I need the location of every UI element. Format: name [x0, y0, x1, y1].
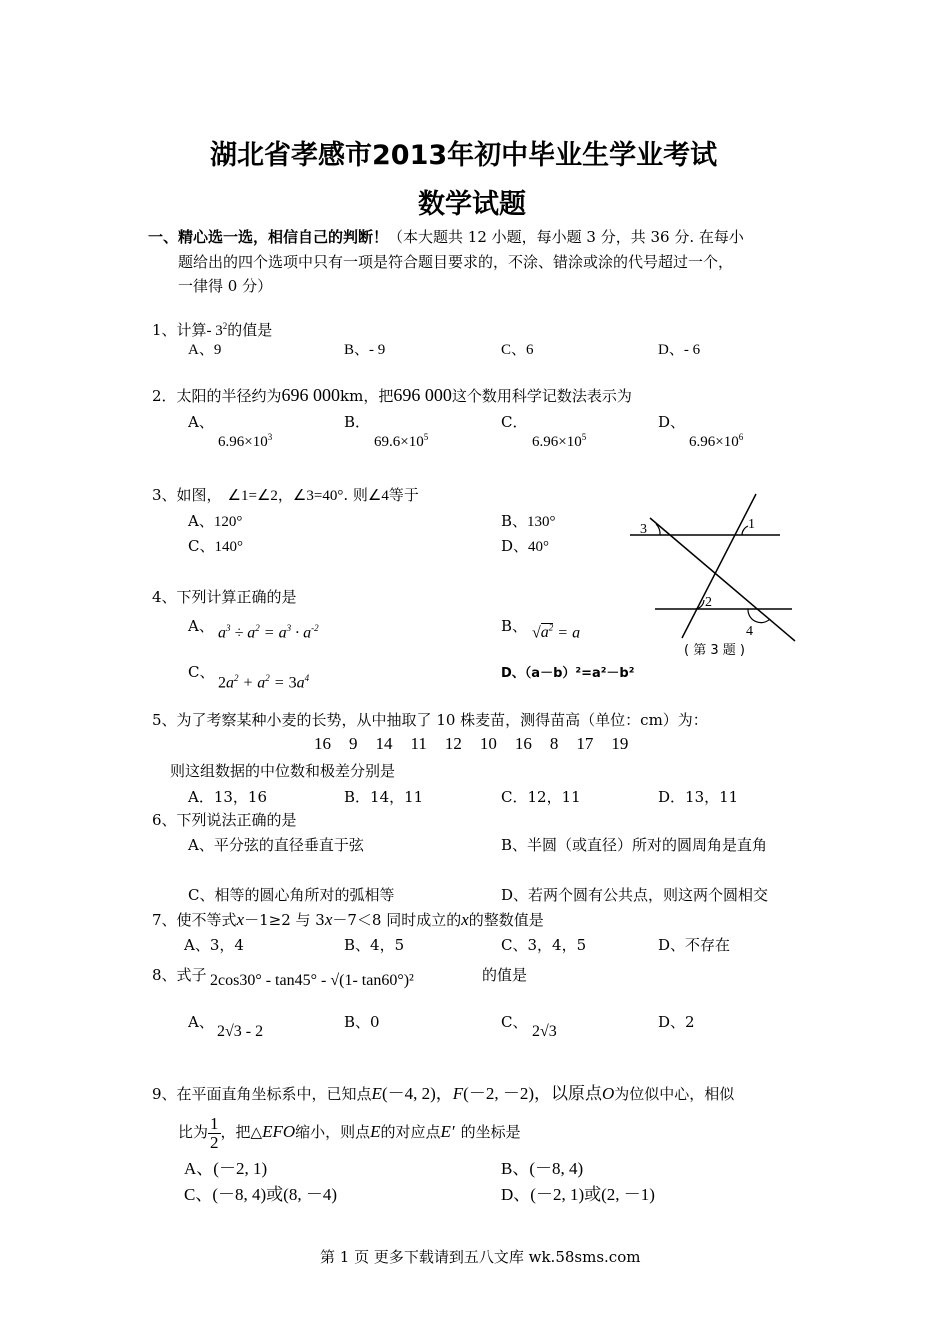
q1-option-d: D、- 6	[658, 342, 701, 358]
q9-option-a: A、(－2, 1)	[184, 1159, 268, 1178]
q7-option-d: D、不存在	[658, 936, 731, 954]
q2-option-b-value: $69.6\times 10^5$	[374, 432, 429, 450]
q1-option-a: A、9	[188, 342, 222, 358]
figure-label-1: 1	[748, 517, 755, 532]
figure-transversal-1	[682, 494, 756, 638]
q3-condition-2: ∠3=40°	[292, 488, 344, 504]
figure-transversal-2	[650, 518, 795, 641]
q8-suffix: 的值是	[482, 966, 528, 984]
q3-option-a: A、120°	[188, 512, 243, 530]
q9-line-2: 比为 $\frac{1}{2}$ ，把△EFO缩小，则点E的对应点E′ 的坐标是	[178, 1113, 521, 1152]
q1-expression: - $3^2$	[206, 321, 228, 339]
page-footer: 第 1 页 更多下载请到五八文库 wk.58sms.com	[320, 1248, 641, 1266]
q5-data-value: 12	[444, 734, 462, 753]
q9-option-d: D、(－2, 1)或(2, －1)	[501, 1185, 655, 1204]
section-heading: 一、精心选一选，相信自己的判断！	[148, 228, 389, 246]
q6-option-d: D、若两个圆有公共点，则这两个圆相交	[501, 886, 769, 904]
q8-label: 8、式子	[152, 966, 207, 984]
q2-option-c-value: $6.96\times 10^5$	[532, 432, 587, 450]
q2-option-d-label: D、	[658, 413, 686, 431]
q4-option-a-label: A、	[188, 617, 214, 635]
q6-option-a: A、平分弦的直径垂直于弦	[188, 836, 364, 854]
q5-data-value: 9	[349, 734, 358, 753]
q6-stem: 6、下列说法正确的是	[152, 811, 297, 829]
q2-option-b-label: B．	[344, 413, 371, 431]
q3-stem: 3、如图， ∠1=∠2，∠3=40°. 则∠4等于	[152, 486, 419, 504]
q8-option-a-label: A、	[188, 1013, 214, 1031]
q4-stem: 4、下列计算正确的是	[152, 588, 297, 606]
q5-data-row	[314, 734, 628, 754]
q4-option-b-label: B、	[501, 617, 528, 635]
q3-target: ∠4	[367, 488, 389, 504]
q6-option-c: C、相等的圆心角所对的弧相等	[188, 886, 395, 904]
section-heading-row	[148, 226, 744, 248]
q3-option-c: C、140°	[188, 537, 243, 555]
q5-data-value: 16	[514, 734, 532, 753]
q5-data-value: 17	[576, 734, 594, 753]
page-title: 湖北省孝感市2013年初中毕业生学业考试	[210, 140, 718, 171]
section-note-3: 一律得 0 分）	[178, 277, 273, 295]
q8-expression: 2cos30° - tan45° - √(1- tan60°)²	[210, 972, 414, 989]
q7-option-a: A、3，4	[184, 936, 244, 954]
figure-caption: ( 第 3 题 )	[684, 643, 745, 658]
q2-stem: 2．太阳的半径约为696 000km，把696 000这个数用科学记数法表示为	[152, 385, 632, 405]
q8-option-c-value: 2√3	[532, 1023, 557, 1040]
q5-data-value: 11	[410, 734, 427, 753]
q5-data-value: 10	[479, 734, 497, 753]
q5-data-value: 14	[375, 734, 393, 753]
q5-data-value: 16	[314, 734, 331, 753]
q1-stem	[152, 315, 272, 342]
section-note-2: 题给出的四个选项中只有一项是符合题目要求的，不涂、错涂或涂的代号超过一个，	[178, 253, 734, 271]
q2-option-a-label: A、	[188, 413, 214, 431]
q7-option-b: B、4，5	[344, 936, 405, 954]
q8-option-c-label: C、	[501, 1013, 528, 1031]
q9-line-1: 9、在平面直角坐标系中，已知点E(－4, 2)，F(－2, －2)，以原点O为位似中心，相似	[152, 1084, 735, 1103]
q3-option-d: D、40°	[501, 537, 550, 555]
q5-option-c: C．12，11	[501, 788, 581, 806]
q2-option-d-value: $6.96\times 10^6$	[689, 432, 744, 450]
q4-option-b-expression: $√a^2 = a$	[532, 623, 581, 642]
figure-label-4: 4	[746, 624, 753, 639]
q8-option-d: D、2	[658, 1013, 695, 1031]
q3-option-b: B、130°	[501, 512, 556, 530]
q1-option-b: B、- 9	[344, 342, 386, 358]
q1-label: 1、计算	[152, 321, 207, 339]
q5-option-d: D．13，11	[658, 788, 739, 806]
q3-figure	[620, 488, 810, 663]
q9-option-c: C、(－8, 4)或(8, －4)	[184, 1185, 337, 1204]
q9-ratio-fraction: $\frac{1}{2}$	[210, 1113, 219, 1152]
q4-option-a-expression: $a^3 \div a^2 = a^3 \cdot a^{-2}$	[218, 623, 319, 642]
q4-option-d: D、（a－b）²=a²－b²	[501, 666, 635, 681]
page-subtitle: 数学试题	[418, 189, 526, 220]
q8-option-a-value: 2√3 - 2	[217, 1023, 264, 1040]
q2-number-1: 696 000	[281, 385, 341, 405]
q5-question: 则这组数据的中位数和极差分别是	[170, 762, 396, 780]
q7-stem: 7、使不等式x－1≥2 与 3x－7＜8 同时成立的x的整数值是	[152, 910, 544, 929]
q4-option-c-expression: $2a^2 + a^2 = 3a^4$	[218, 673, 310, 692]
figure-label-2: 2	[705, 595, 712, 610]
q5-option-a: A．13，16	[188, 788, 268, 806]
q5-option-b: B．14，11	[344, 788, 424, 806]
section-note-1: （本大题共 12 小题，每小题 3 分，共 36 分. 在每小	[388, 228, 744, 246]
q5-stem: 5、为了考察某种小麦的长势，从中抽取了 10 株麦苗，测得苗高（单位：cm）为：	[152, 711, 708, 729]
q9-option-b: B、(－8, 4)	[501, 1159, 584, 1178]
q5-data-value: 19	[611, 734, 629, 753]
q2-option-c-label: C．	[501, 413, 528, 431]
q2-option-a-value: $6.96\times 10^3$	[218, 432, 273, 450]
q3-condition-1: ∠1=∠2	[227, 488, 278, 504]
q2-number-2: 696 000	[393, 385, 452, 405]
q4-option-c-label: C、	[188, 663, 215, 681]
q6-option-b: B、半圆（或直径）所对的圆周角是直角	[501, 836, 768, 854]
q7-option-c: C、3，4，5	[501, 936, 587, 954]
q8-option-b: B、0	[344, 1013, 380, 1031]
q1-suffix: 的值是	[227, 321, 273, 339]
q1-option-c: C、6	[501, 342, 534, 358]
q5-data-value: 8	[549, 734, 559, 753]
figure-label-3: 3	[640, 522, 647, 537]
